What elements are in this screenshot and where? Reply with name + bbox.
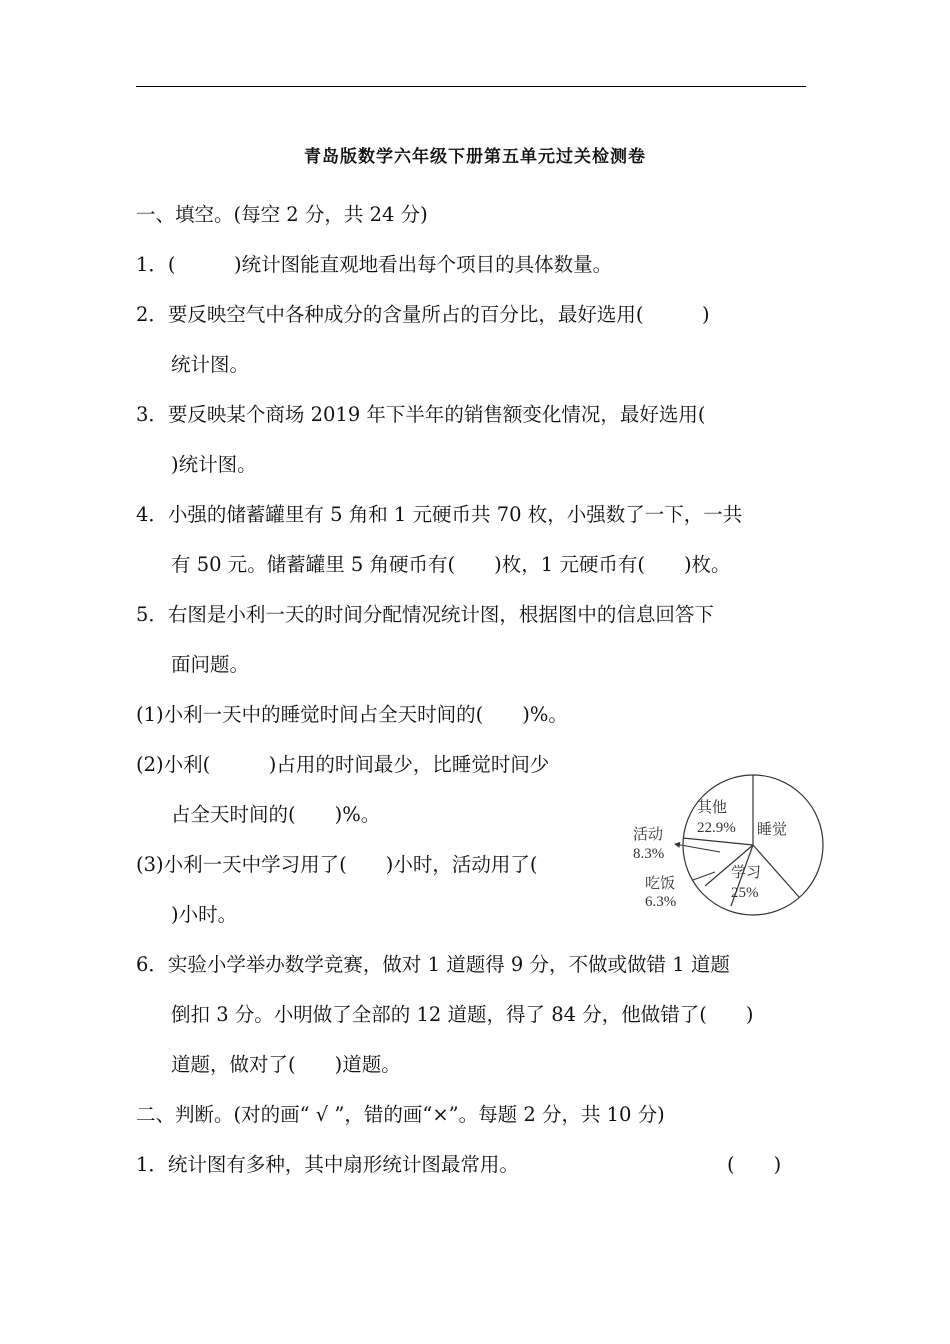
question-5-part-3-line-2: )小时。 [171,903,238,926]
top-rule [136,86,806,87]
question-5-line-2: 面问题。 [171,653,250,676]
pie-value-activity: 8.3% [633,846,665,862]
question-4-line-1: 4．小强的储蓄罐里有 5 角和 1 元硬币共 70 枚，小强数了一下，一共 [136,503,743,526]
pie-label-activity: 活动 [633,827,664,843]
pie-label-sleep: 睡觉 [757,822,788,838]
judgement-1: 1．统计图有多种，其中扇形统计图最常用。 [136,1153,519,1176]
pie-value-study: 25% [731,885,759,901]
question-3-line-1: 3．要反映某个商场 2019 年下半年的销售额变化情况，最好选用( [136,403,706,426]
page-title: 青岛版数学六年级下册第五单元过关检测卷 [304,147,646,167]
question-6-line-1: 6．实验小学举办数学竞赛，做对 1 道题得 9 分，不做或做错 1 道题 [136,953,730,976]
question-6-line-3: 道题，做对了( )道题。 [171,1053,401,1076]
judgement-1-answer-paren: ( ) [727,1153,782,1176]
pie-label-other: 其他 [697,800,728,816]
time-allocation-pie-chart [625,770,825,920]
question-2-line-1: 2．要反映空气中各种成分的含量所占的百分比，最好选用( ) [136,303,710,326]
question-3-line-2: )统计图。 [171,453,257,476]
question-2-line-2: 统计图。 [171,353,250,376]
question-1: 1．( )统计图能直观地看出每个项目的具体数量。 [136,253,613,276]
pie-label-eat: 吃饭 [645,876,676,892]
pie-value-eat: 6.3% [645,894,677,910]
question-5-part-2-line-1: (2)小利( )占用的时间最少，比睡觉时间少 [136,753,550,776]
pie-label-study: 学习 [731,865,762,881]
pie-value-other: 22.9% [697,820,736,836]
question-5-part-2-line-2: 占全天时间的( )%。 [171,803,381,826]
section-2-heading: 二、判断。(对的画“ √ ”，错的画“×”。每题 2 分，共 10 分) [136,1103,665,1126]
question-5-part-3-line-1: (3)小利一天中学习用了( )小时，活动用了( [136,853,538,876]
question-6-line-2: 倒扣 3 分。小明做了全部的 12 道题，得了 84 分，他做错了( ) [171,1003,754,1026]
section-1-heading: 一、填空。(每空 2 分，共 24 分) [136,203,428,226]
question-5-part-1: (1)小利一天中的睡觉时间占全天时间的( )%。 [136,703,568,726]
question-5-line-1: 5．右图是小利一天的时间分配情况统计图，根据图中的信息回答下 [136,603,714,626]
question-4-line-2: 有 50 元。储蓄罐里 5 角硬币有( )枚，1 元硬币有( )枚。 [171,553,731,576]
